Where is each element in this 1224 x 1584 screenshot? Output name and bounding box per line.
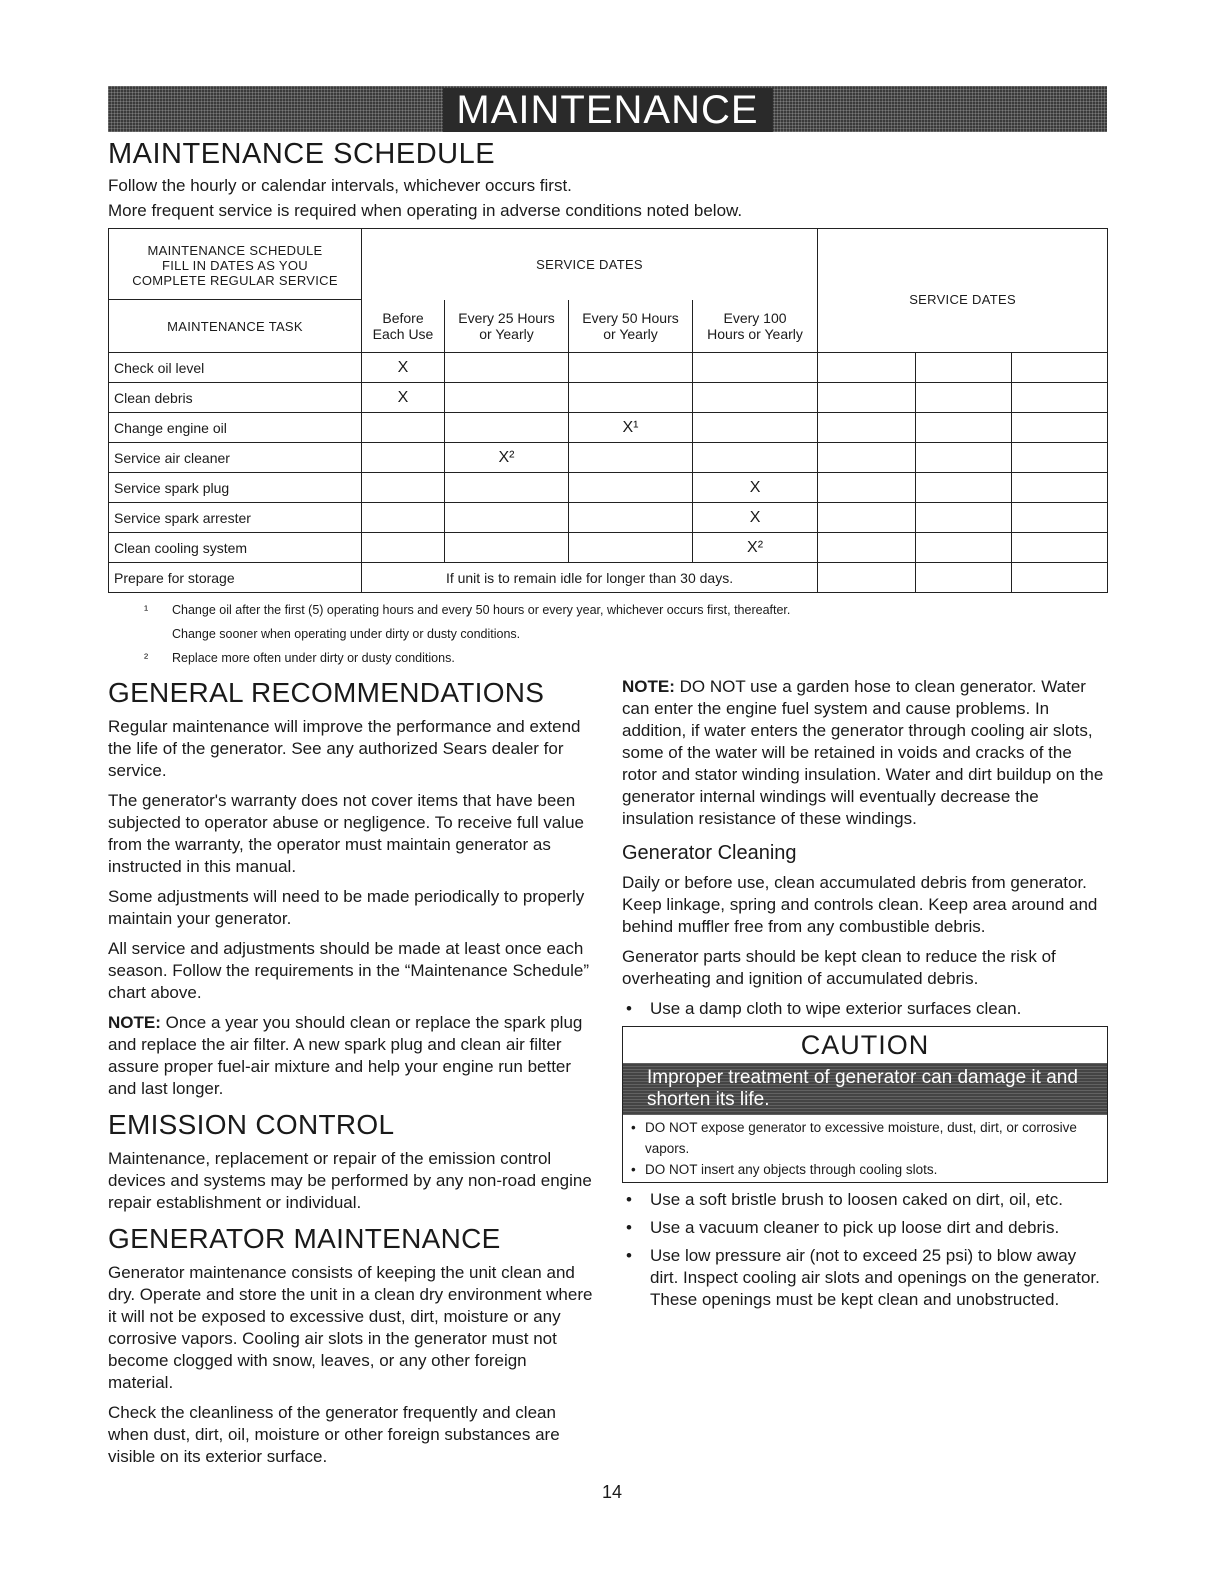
corner-line-2: FILL IN DATES AS YOU <box>162 257 308 273</box>
interval-mark-cell <box>362 503 445 533</box>
interval-mark-cell: X <box>362 383 445 413</box>
list-item: • DO NOT insert any objects through cooling slots. <box>623 1159 1107 1180</box>
interval-100-line-1: Every 100 <box>723 309 787 326</box>
general-p3: Some adjustments will need to be made periodically to properly maintain your generator. <box>108 887 585 928</box>
interval-mark-cell <box>445 413 569 443</box>
caution-list <box>623 1115 1107 1182</box>
interval-100-header <box>693 300 818 353</box>
interval-mark-cell <box>693 413 818 443</box>
cleaning-p1: Daily or before use, clean accumulated debris from generator. Keep linkage, spring and controls clean. Keep area around and behind muffler free from any combustible debris. <box>622 873 1098 936</box>
service-date-cell[interactable] <box>818 503 916 533</box>
caution-title: CAUTION <box>800 1030 930 1060</box>
cleaning-p2: Generator parts should be kept clean to reduce the risk of overheating and ignition of accumulated debris. <box>622 947 1056 988</box>
emission-heading: EMISSION CONTROL <box>108 1109 395 1140</box>
storage-note-cell: If unit is to remain idle for longer than 30 days. <box>362 563 818 593</box>
note-label: NOTE: <box>108 1013 161 1032</box>
schedule-intro-2: More frequent service is required when operating in adverse conditions noted below. <box>108 201 743 220</box>
service-date-cell[interactable] <box>1012 413 1108 443</box>
interval-mark-cell <box>362 443 445 473</box>
general-heading: GENERAL RECOMMENDATIONS <box>108 677 545 708</box>
interval-mark-cell <box>569 383 693 413</box>
interval-25-line-2: or Yearly <box>479 325 534 342</box>
service-date-cell[interactable] <box>916 563 1012 593</box>
caution-box <box>622 1026 1108 1183</box>
left-column <box>108 676 594 1476</box>
interval-mark-cell <box>445 383 569 413</box>
service-date-cell[interactable] <box>818 473 916 503</box>
service-date-cell[interactable] <box>916 503 1012 533</box>
table-row <box>109 503 1108 533</box>
interval-before-header <box>362 300 445 353</box>
service-date-cell[interactable] <box>818 353 916 383</box>
interval-mark-cell <box>445 533 569 563</box>
task-cell: Service spark plug <box>109 473 362 503</box>
service-date-cell[interactable] <box>1012 503 1108 533</box>
list-item: • Use a vacuum cleaner to pick up loose dirt and debris. <box>622 1217 1108 1239</box>
service-date-cell[interactable] <box>818 443 916 473</box>
task-cell: Service spark arrester <box>109 503 362 533</box>
table-corner-cell <box>109 229 362 300</box>
genmaint-p2: Check the cleanliness of the generator frequently and clean when dust, dirt, oil, moisture or other foreign substances are visible on its exterior surface. <box>108 1403 560 1466</box>
interval-mark-cell: X <box>693 503 818 533</box>
table-row <box>109 383 1108 413</box>
note-label: NOTE: <box>622 677 675 696</box>
table-row <box>109 413 1108 443</box>
interval-mark-cell <box>362 533 445 563</box>
list-item: • DO NOT expose generator to excessive moisture, dust, dirt, or corrosive vapors. <box>623 1117 1107 1159</box>
corner-line-3: COMPLETE REGULAR SERVICE <box>132 272 338 288</box>
interval-mark-cell <box>569 443 693 473</box>
emission-p1: Maintenance, replacement or repair of the emission control devices and systems may be performed by any non-road engine repair establishment or individual. <box>108 1149 592 1212</box>
service-date-cell[interactable] <box>818 563 916 593</box>
generator-cleaning-heading: Generator Cleaning <box>622 842 797 864</box>
interval-mark-cell <box>445 503 569 533</box>
service-date-cell[interactable] <box>818 413 916 443</box>
hose-note <box>622 676 1108 830</box>
general-p1: Regular maintenance will improve the performance and extend the life of the generator. See any authorized Sears dealer for service. <box>108 717 581 780</box>
task-cell: Clean debris <box>109 383 362 413</box>
genmaint-p1: Generator maintenance consists of keeping the unit clean and dry. Operate and store the unit in a clean dry environment where it will not be exposed to excessive dust, dirt, moisture or any corrosive vapors. Cooling air slots in the generator must not become clogged with snow, leaves, or any other foreign material. <box>108 1263 593 1392</box>
interval-50-line-1: Every 50 Hours <box>582 309 679 326</box>
general-p4: All service and adjustments should be made at least once each season. Follow the requirements in the “Maintenance Schedule” chart above. <box>108 939 589 1002</box>
right-column <box>622 676 1108 1317</box>
task-cell: Change engine oil <box>109 413 362 443</box>
table-row <box>109 533 1108 563</box>
service-date-cell[interactable] <box>1012 533 1108 563</box>
list-item: • Use a soft bristle brush to loosen caked on dirt, oil, etc. <box>622 1189 1108 1211</box>
footnote-2: Replace more often under dirty or dusty conditions. <box>172 651 455 665</box>
note-text: Once a year you should clean or replace the spark plug and replace the air filter. A new spark plug and clean air filter assure proper fuel-air mixture and help your engine run better and last longer. <box>108 1013 583 1098</box>
service-date-cell[interactable] <box>916 413 1012 443</box>
interval-100-line-2: Hours or Yearly <box>707 325 803 342</box>
section-banner <box>108 86 1107 132</box>
list-item: • Use a damp cloth to wipe exterior surfaces clean. <box>622 998 1108 1020</box>
interval-mark-cell: X² <box>693 533 818 563</box>
service-date-cell[interactable] <box>916 473 1012 503</box>
schedule-heading: MAINTENANCE SCHEDULE <box>108 138 496 170</box>
maintenance-schedule-table <box>108 228 1108 593</box>
interval-25-header <box>445 300 569 353</box>
interval-before-line-1: Before <box>382 309 424 326</box>
table-row <box>109 473 1108 503</box>
general-note <box>108 1012 594 1100</box>
interval-50-header <box>569 300 693 353</box>
task-cell: Check oil level <box>109 353 362 383</box>
interval-mark-cell <box>693 353 818 383</box>
footnote-1-mark: ¹ <box>144 603 149 617</box>
service-date-cell[interactable] <box>1012 383 1108 413</box>
interval-mark-cell <box>362 473 445 503</box>
interval-mark-cell: X <box>693 473 818 503</box>
table-row <box>109 443 1108 473</box>
page-number: 14 <box>601 1482 623 1502</box>
task-cell: Clean cooling system <box>109 533 362 563</box>
corner-line-1: MAINTENANCE SCHEDULE <box>147 242 323 258</box>
note-text: DO NOT use a garden hose to clean generator. Water can enter the engine fuel system and cause problems. In addition, if water enters the generator through cooling air slots, some of the water will be retained in voids and cracks of the rotor and stator winding insulation. Water and dirt buildup on the generator internal windings will eventually decrease the insulation resistance of these windings. <box>622 677 1104 828</box>
table-row-storage <box>109 563 1108 593</box>
interval-mark-cell <box>693 383 818 413</box>
interval-mark-cell: X <box>362 353 445 383</box>
footnote-1a: Change oil after the first (5) operating hours and every 50 hours or every year, whichever occurs first, thereafter. <box>172 603 791 617</box>
schedule-intro-1: Follow the hourly or calendar intervals, whichever occurs first. <box>108 176 572 195</box>
service-date-cell[interactable] <box>818 533 916 563</box>
footnote-2-mark: ² <box>144 651 149 665</box>
task-header: MAINTENANCE TASK <box>109 300 362 353</box>
interval-before-line-2: Each Use <box>372 325 434 342</box>
service-date-cell[interactable] <box>916 353 1012 383</box>
interval-25-line-1: Every 25 Hours <box>458 309 555 326</box>
interval-mark-cell: X¹ <box>569 413 693 443</box>
list-item: • Use low pressure air (not to exceed 25 psi) to blow away dirt. Inspect cooling air slots and openings on the generator. These openings must be kept clean and unobstructed. <box>622 1245 1108 1311</box>
generator-maintenance-heading: GENERATOR MAINTENANCE <box>108 1223 501 1254</box>
cleaning-list-2 <box>622 1189 1108 1311</box>
service-date-cell[interactable] <box>916 533 1012 563</box>
general-p2: The generator's warranty does not cover items that have been subjected to operator abuse or negligence. To receive full value from the warranty, the operator must maintain generator as instructed in this manual. <box>108 791 584 876</box>
cleaning-list-1 <box>622 998 1108 1020</box>
interval-mark-cell <box>445 353 569 383</box>
table-row <box>109 353 1108 383</box>
interval-50-line-2: or Yearly <box>603 325 658 342</box>
interval-mark-cell <box>445 473 569 503</box>
interval-mark-cell <box>569 533 693 563</box>
interval-mark-cell: X² <box>445 443 569 473</box>
interval-mark-cell <box>569 353 693 383</box>
service-date-cell[interactable] <box>1012 353 1108 383</box>
interval-mark-cell <box>693 443 818 473</box>
service-date-cell[interactable] <box>1012 443 1108 473</box>
service-dates-header-1: SERVICE DATES <box>362 229 818 300</box>
service-date-cell[interactable] <box>1012 563 1108 593</box>
interval-mark-cell <box>569 503 693 533</box>
task-cell: Prepare for storage <box>109 563 362 593</box>
caution-warning: Improper treatment of generator can damage it and shorten its life. <box>623 1063 1107 1115</box>
service-date-cell[interactable] <box>916 443 1012 473</box>
service-date-cell[interactable] <box>1012 473 1108 503</box>
banner-title: MAINTENANCE <box>442 88 772 132</box>
service-dates-header-2: SERVICE DATES <box>818 229 1108 353</box>
service-date-cell[interactable] <box>818 383 916 413</box>
footnote-1b: Change sooner when operating under dirty or dusty conditions. <box>172 627 521 641</box>
interval-mark-cell <box>362 413 445 443</box>
task-cell: Service air cleaner <box>109 443 362 473</box>
interval-mark-cell <box>569 473 693 503</box>
service-date-cell[interactable] <box>916 383 1012 413</box>
